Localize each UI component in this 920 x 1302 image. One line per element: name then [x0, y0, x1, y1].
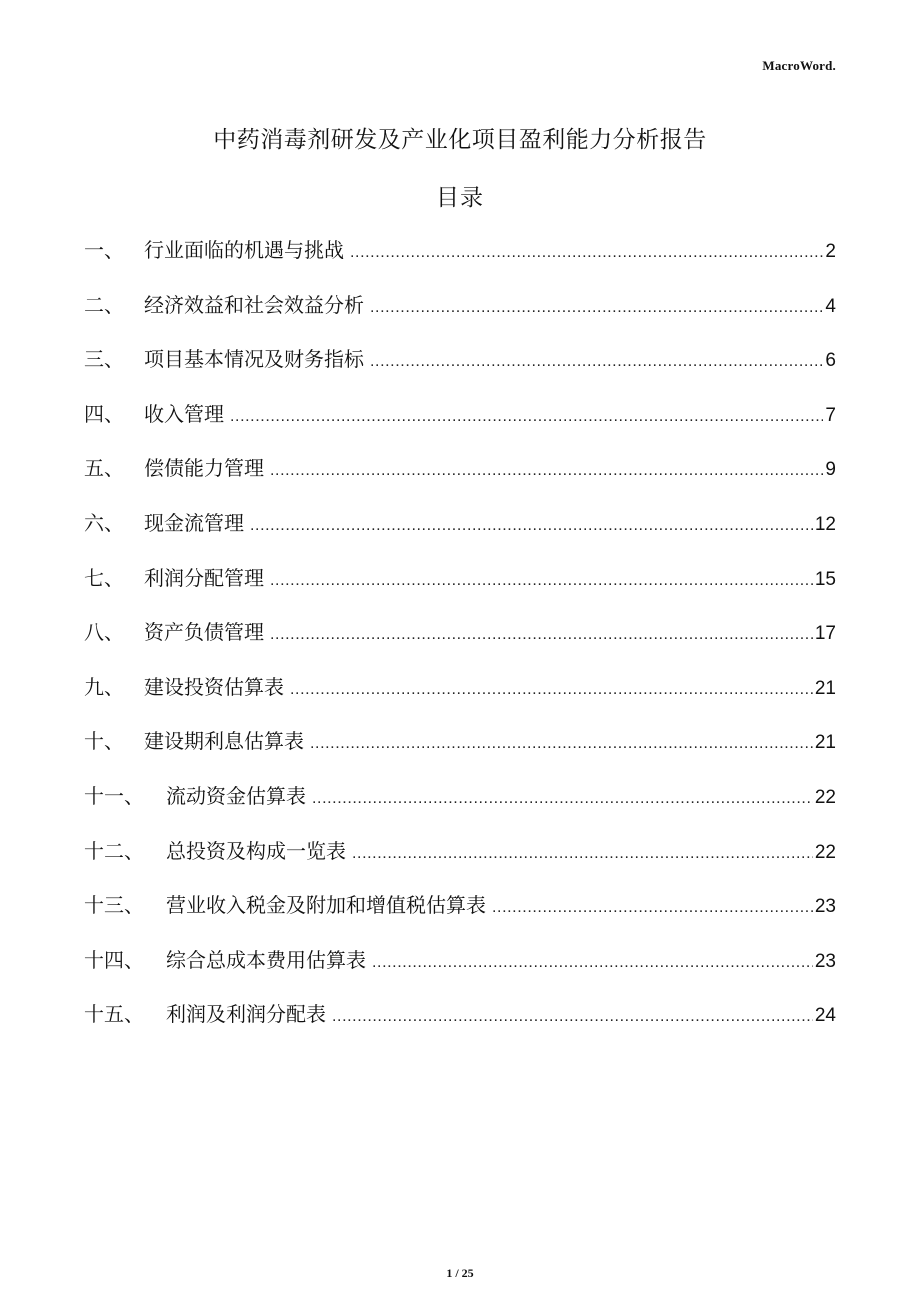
toc-entry-label: 现金流管理 — [144, 510, 244, 535]
toc-dot-leader — [492, 891, 813, 925]
toc-entry-label: 项目基本情况及财务指标 — [144, 347, 364, 372]
toc-entry-page: 4 — [825, 295, 836, 317]
toc-entry-number: 八、 — [84, 620, 124, 645]
toc-entry-number: 一、 — [84, 238, 124, 262]
toc-entry-page: 21 — [814, 677, 836, 699]
toc-entry-label: 营业收入税金及附加和增值税估算表 — [166, 893, 486, 918]
toc-entry-page: 12 — [814, 513, 836, 535]
toc-entry-page: 7 — [825, 404, 836, 426]
toc-dot-leader — [230, 400, 823, 434]
toc-entry-number: 六、 — [84, 510, 124, 535]
toc-dot-leader — [350, 236, 823, 270]
toc-entry[interactable] — [84, 834, 836, 889]
toc-dot-leader — [332, 1000, 813, 1034]
page-number: 1 / 25 — [446, 1266, 474, 1280]
toc-dot-leader — [310, 727, 813, 761]
toc-dot-leader — [370, 345, 823, 379]
toc-dot-leader — [352, 837, 813, 871]
toc-entry[interactable] — [84, 997, 836, 1052]
toc-entry-label: 总投资及构成一览表 — [166, 838, 346, 863]
toc-entry-page: 23 — [814, 896, 836, 918]
toc-entry-page: 17 — [814, 623, 836, 645]
toc-entry-label: 综合总成本费用估算表 — [166, 947, 366, 972]
toc-entry-label: 利润及利润分配表 — [166, 1002, 326, 1027]
toc-dot-leader — [250, 509, 813, 543]
toc-entry[interactable] — [84, 397, 836, 452]
toc-entry-label: 流动资金估算表 — [166, 783, 306, 808]
toc-entry-number: 十五、 — [84, 1002, 144, 1027]
toc-entry[interactable] — [84, 451, 836, 506]
toc-entry-label: 收入管理 — [144, 401, 224, 426]
toc-entry-number: 十、 — [84, 729, 124, 754]
toc-entry-number: 十一、 — [84, 783, 144, 808]
toc-entry-page: 2 — [825, 241, 836, 262]
toc-entry-label: 偿债能力管理 — [144, 456, 264, 481]
toc-entry[interactable] — [84, 342, 836, 397]
toc-entry-page: 21 — [814, 732, 836, 754]
toc-dot-leader — [270, 454, 823, 488]
toc-entry-number: 二、 — [84, 292, 124, 317]
toc-entry-number: 十四、 — [84, 947, 144, 972]
toc-dot-leader — [370, 291, 823, 325]
toc-entry[interactable] — [84, 724, 836, 779]
toc-entry[interactable] — [84, 506, 836, 561]
toc-entry[interactable] — [84, 288, 836, 343]
table-of-contents — [84, 233, 836, 1052]
toc-entry-page: 22 — [814, 786, 836, 808]
toc-entry-number: 十二、 — [84, 838, 144, 863]
header-brand: MacroWord. — [762, 58, 836, 73]
toc-entry-page: 9 — [825, 459, 836, 481]
toc-entry-label: 利润分配管理 — [144, 565, 264, 590]
toc-entry-label: 资产负债管理 — [144, 620, 264, 645]
toc-entry-label: 经济效益和社会效益分析 — [144, 292, 364, 317]
toc-dot-leader — [372, 946, 813, 980]
toc-entry-label: 建设期利息估算表 — [144, 729, 304, 754]
toc-dot-leader — [270, 618, 813, 652]
toc-entry-page: 6 — [825, 350, 836, 372]
toc-entry-label: 建设投资估算表 — [144, 674, 284, 699]
toc-entry-number: 十三、 — [84, 893, 144, 918]
toc-entry-number: 三、 — [84, 347, 124, 372]
toc-entry-number: 四、 — [84, 401, 124, 426]
document-title: 中药消毒剂研发及产业化项目盈利能力分析报告 — [213, 127, 707, 153]
toc-entry-label: 行业面临的机遇与挑战 — [144, 238, 344, 262]
toc-entry[interactable] — [84, 779, 836, 834]
toc-entry-number: 九、 — [84, 674, 124, 699]
toc-entry-page: 23 — [814, 950, 836, 972]
toc-entry[interactable] — [84, 888, 836, 943]
toc-entry[interactable] — [84, 615, 836, 670]
toc-entry[interactable] — [84, 670, 836, 725]
toc-dot-leader — [270, 564, 813, 598]
toc-entry-number: 五、 — [84, 456, 124, 481]
toc-entry-page: 24 — [814, 1005, 836, 1027]
toc-dot-leader — [290, 673, 813, 707]
toc-entry[interactable] — [84, 233, 836, 288]
toc-heading: 目录 — [436, 185, 484, 211]
toc-entry[interactable] — [84, 561, 836, 616]
toc-entry-page: 22 — [814, 841, 836, 863]
toc-dot-leader — [312, 782, 813, 816]
toc-entry[interactable] — [84, 943, 836, 998]
toc-entry-number: 七、 — [84, 565, 124, 590]
toc-entry-page: 15 — [814, 568, 836, 590]
